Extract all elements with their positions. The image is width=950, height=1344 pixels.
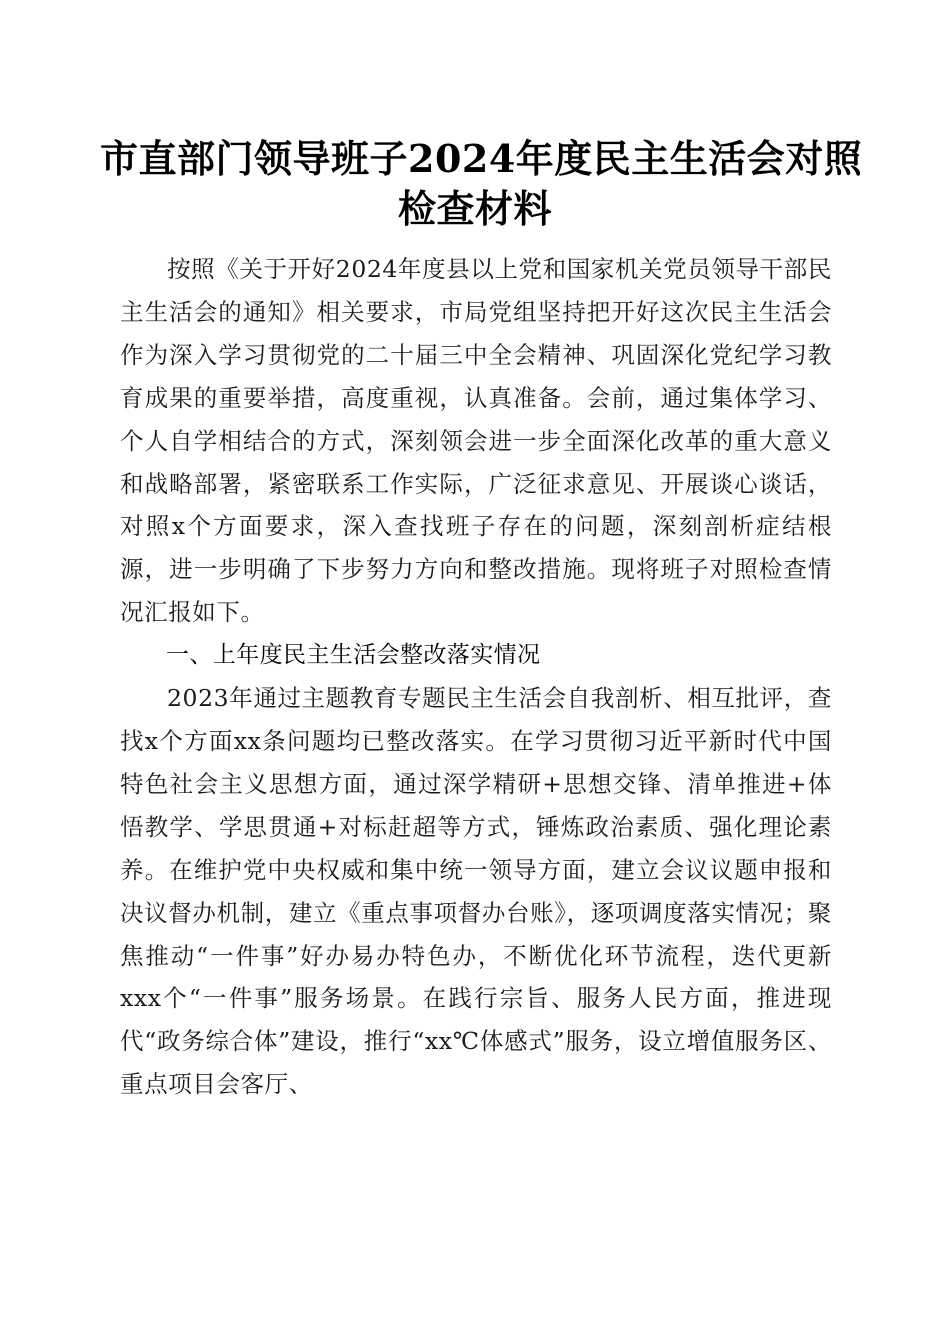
section-1-paragraph: 2023年通过主题教育专题民主生活会自我剖析、相互批评，查找x个方面xx条问题均已整改落实。在学习贯彻习近平新时代中国特色社会主义思想方面，通过深学精研+思想交锋、清单推进+体悟教学、学思贯通+对标赶超等方式，锤炼政治素质、强化理论素养。在维护党中央权威和集中统一领导方面，建立会议议题申报和决议督办机制，建立《重点事项督办台账》，逐项调度落实情况；聚焦推动“一件事”好办易办特色办，不断优化环节流程，迭代更新xxx个“一件事”服务场景。在践行宗旨、服务人民方面，推进现代“政务综合体”建设，推行“xx℃体感式”服务，设立增值服务区、重点项目会客厅、 — [120, 684, 832, 1099]
section-heading-1: 一、上年度民主生活会整改落实情况 — [166, 642, 541, 669]
title-line-2: 检查材料 — [397, 186, 552, 231]
intro-paragraph: 按照《关于开好2024年度县以上党和国家机关党员领导干部民主生活会的通知》相关要求，市局党组坚持把开好这次民主生活会作为深入学习贯彻党的二十届三中全会精神、巩固深化党纪学习教育成果的重要举措，高度重视，认真准备。会前，通过集体学习、个人自学相结合的方式，深刻领会进一步全面深化改革的重大意义和战略部署，紧密联系工作实际，广泛征求意见、开展谈心谈话，对照x个方面要求，深入查找班子存在的问题，深刻剖析症结根源，进一步明确了下步努力方向和整改措施。现将班子对照检查情况汇报如下。 — [120, 255, 832, 627]
document-title — [100, 134, 863, 234]
title-line-1: 市直部门领导班子2024年度民主生活会对照 — [100, 136, 863, 181]
document-body — [120, 248, 832, 1106]
